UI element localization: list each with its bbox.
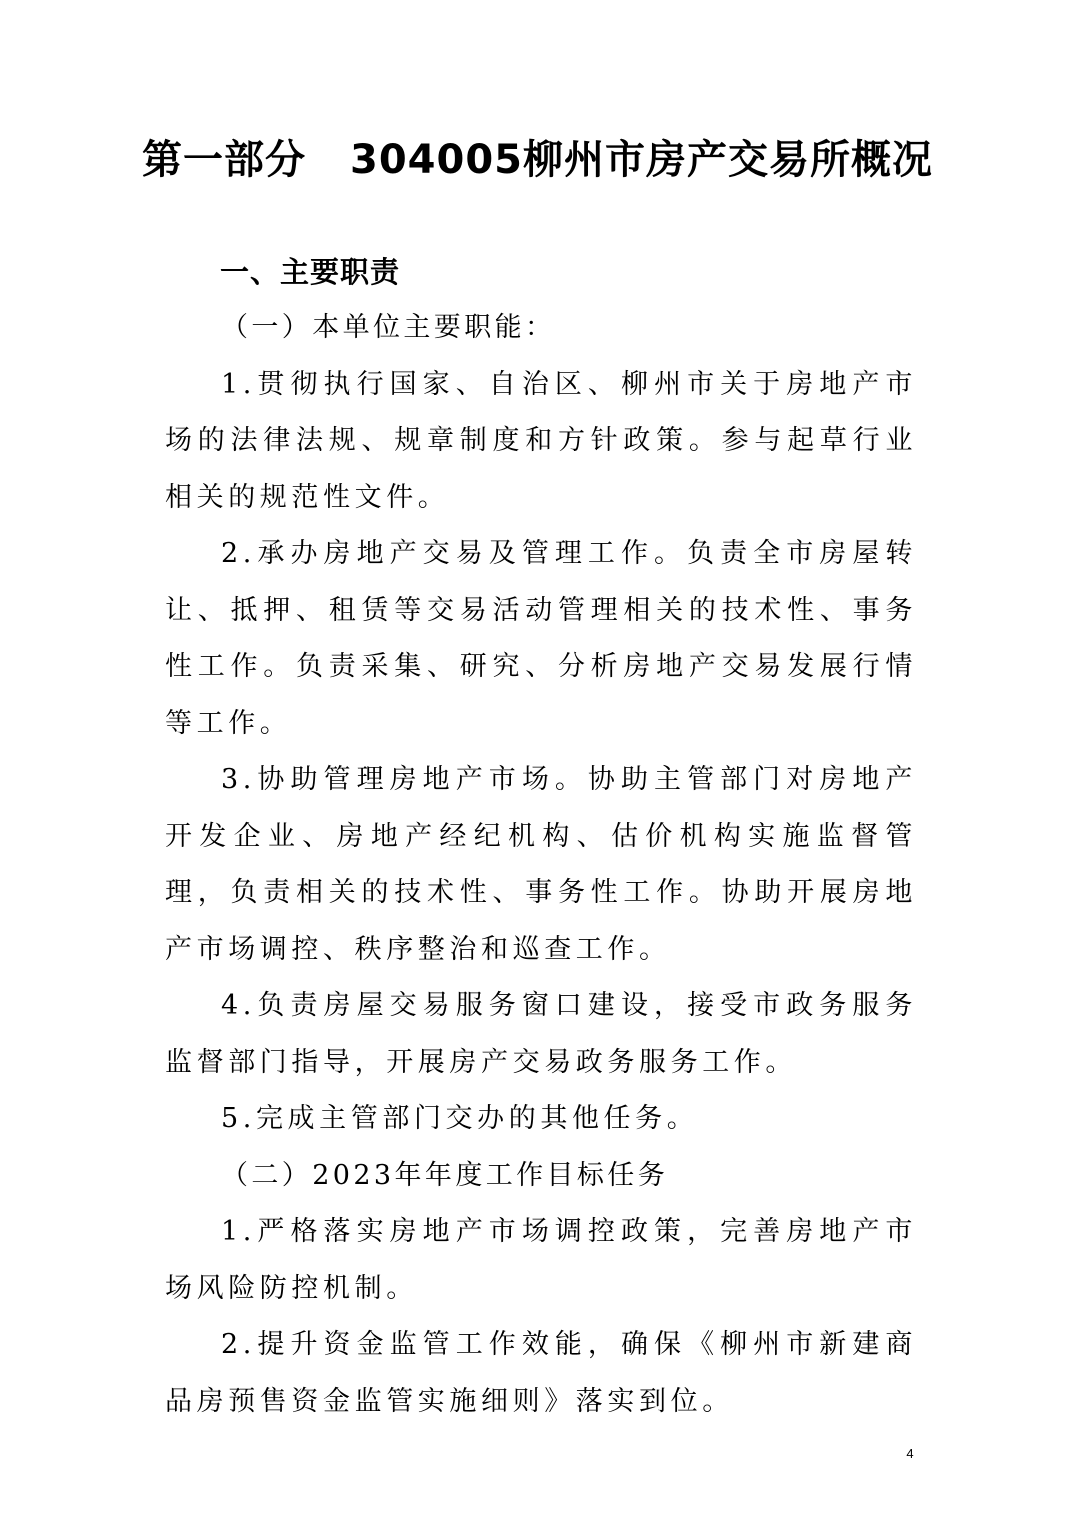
paragraph-goal-2: 2.提升资金监管工作效能，确保《柳州市新建商品房预售资金监管实施细则》落实到位。 [165,1329,917,1417]
title-unit-name: 304005柳州市房产交易所概况 [350,137,933,183]
section-heading: 一、主要职责 [220,255,401,289]
page-title [0,130,1075,190]
paragraph-duty-4: 4.负责房屋交易服务窗口建设，接受市政务服务监督部门指导，开展房产交易政务服务工作。 [165,990,917,1078]
paragraph-goal-1: 1.严格落实房地产市场调控政策，完善房地产市场风险防控机制。 [165,1216,917,1304]
paragraph-duty-1: 1.贯彻执行国家、自治区、柳州市关于房地产市场的法律法规、规章制度和方针政策。参与起草行业相关的规范性文件。 [165,368,917,513]
subsection-heading-goals: （二）2023年年度工作目标任务 [221,1159,669,1191]
subsection-heading-functions: （一）本单位主要职能： [221,312,556,343]
paragraph-duty-3: 3.协助管理房地产市场。协助主管部门对房地产开发企业、房地产经纪机构、估价机构实施监督管理，负责相关的技术性、事务性工作。协助开展房地产市场调控、秩序整治和巡查工作。 [165,764,917,965]
paragraph-duty-2: 2.承办房地产交易及管理工作。负责全市房屋转让、抵押、租赁等交易活动管理相关的技术性、事务性工作。负责采集、研究、分析房地产交易发展行情等工作。 [165,538,917,739]
paragraph-duty-5: 5.完成主管部门交办的其他任务。 [221,1103,699,1134]
body-text [165,300,917,1430]
page-number: 4 [906,1446,914,1461]
title-part-label: 第一部分 [142,137,306,183]
